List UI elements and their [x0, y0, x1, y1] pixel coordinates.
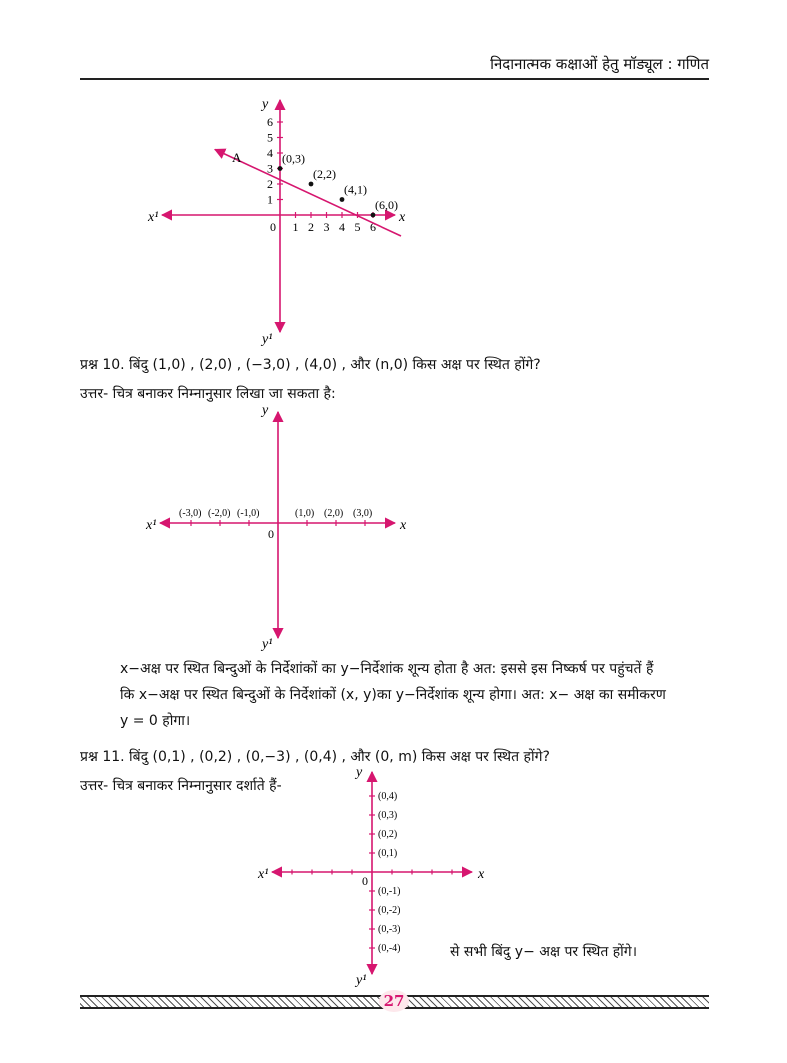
- point-label: (4,1): [344, 182, 367, 197]
- x-axis-label: x: [478, 867, 485, 882]
- y-tick-label: 2: [267, 177, 273, 191]
- point-label: (0,-3): [378, 924, 401, 935]
- question-10: प्रश्न 10. बिंदु (1,0) , (2,0) , (−3,0) , (4,0) , और (n,0) किस अक्ष पर स्थित होंगे?: [80, 357, 541, 373]
- answer-11-conclusion: से सभी बिंदु y− अक्ष पर स्थित होंगे।: [450, 944, 637, 960]
- point-label: (6,0): [375, 198, 398, 212]
- x-tick-label: 3: [323, 220, 330, 234]
- x-tick-label: 1: [292, 220, 299, 234]
- paragraph-line-3: y = 0 होगा।: [120, 713, 191, 729]
- x-tick-label: 5: [354, 220, 361, 234]
- plot-point: [309, 182, 314, 187]
- point-label: (2,0): [324, 508, 344, 519]
- point-label: (0,3): [282, 151, 305, 166]
- y-tick-label: 4: [267, 146, 273, 160]
- question-11: प्रश्न 11. बिंदु (0,1) , (0,2) , (0,−3) , (0,4) , और (0, m) किस अक्ष पर स्थित होंगे?: [80, 749, 550, 765]
- plot-point: [278, 166, 283, 171]
- answer-10: उत्तर- चित्र बनाकर निम्नानुसार लिखा जा सकता है:: [80, 386, 336, 402]
- point-label: (2,2): [313, 167, 336, 181]
- plot-point: [340, 197, 345, 202]
- y-tick-label: 5: [267, 130, 273, 145]
- point-label: (0,2): [378, 829, 398, 840]
- y-tick-label: 3: [267, 161, 273, 176]
- header-title: निदानात्मक कक्षाओं हेतु मॉड्यूल : गणित: [490, 55, 709, 73]
- point-label: (0,4): [378, 791, 398, 802]
- header-rule: [80, 78, 709, 80]
- line-label-a: A: [232, 150, 242, 165]
- y-axis-label: y: [262, 403, 269, 418]
- point-label: (-2,0): [208, 508, 231, 519]
- point-label: (1,0): [295, 508, 315, 519]
- y-axis-label: y: [356, 765, 363, 780]
- origin-label: 0: [362, 874, 368, 888]
- x-tick-label: 4: [339, 220, 345, 234]
- point-label: (0,-4): [378, 943, 401, 954]
- paragraph-line-2: कि x−अक्ष पर स्थित बिन्दुओं के निर्देशांकों (x, y)का y−निर्देशांक शून्य होगा। अत: x− अक्ष का समीकरण: [120, 687, 666, 703]
- y-tick-label: 6: [267, 115, 273, 129]
- point-label: (-3,0): [179, 508, 202, 519]
- plot-point: [371, 213, 376, 218]
- x-tick-label: 6: [370, 220, 376, 234]
- y-tick-label: 1: [267, 192, 273, 207]
- x-tick-label: 0: [270, 220, 276, 234]
- x-neg-axis-label: x¹: [146, 518, 157, 533]
- paragraph-line-1: x−अक्ष पर स्थित बिन्दुओं के निर्देशांकों का y−निर्देशांक शून्य होता है अत: इससे इस निष्कर्ष पर पहुंचतें हैं: [120, 661, 654, 677]
- y-neg-axis-label: y¹: [356, 973, 367, 988]
- y-neg-axis-label: y¹: [262, 332, 273, 347]
- x-axis-label: x: [399, 210, 406, 225]
- point-label: (0,-1): [378, 886, 401, 897]
- point-label: (0,-2): [378, 905, 401, 916]
- point-label: (0,3): [378, 810, 398, 821]
- graph-y-axis-points: [0, 762, 787, 990]
- x-tick-label: 2: [308, 220, 314, 234]
- x-neg-axis-label: x¹: [148, 210, 159, 225]
- x-axis-label: x: [400, 518, 407, 533]
- point-label: (3,0): [353, 508, 373, 519]
- y-axis-label: y: [262, 97, 269, 112]
- graph-line-plot: [0, 90, 787, 355]
- y-neg-axis-label: y¹: [262, 637, 273, 652]
- graph-x-axis-points: [0, 400, 787, 655]
- explanation-paragraph: [120, 656, 709, 734]
- page-number: 27: [379, 990, 409, 1012]
- x-neg-axis-label: x¹: [258, 867, 269, 882]
- point-label: (0,1): [378, 848, 398, 859]
- point-label: (-1,0): [237, 508, 260, 519]
- origin-label: 0: [268, 527, 274, 541]
- answer-11: उत्तर- चित्र बनाकर निम्नानुसार दर्शाते हैं-: [80, 778, 282, 794]
